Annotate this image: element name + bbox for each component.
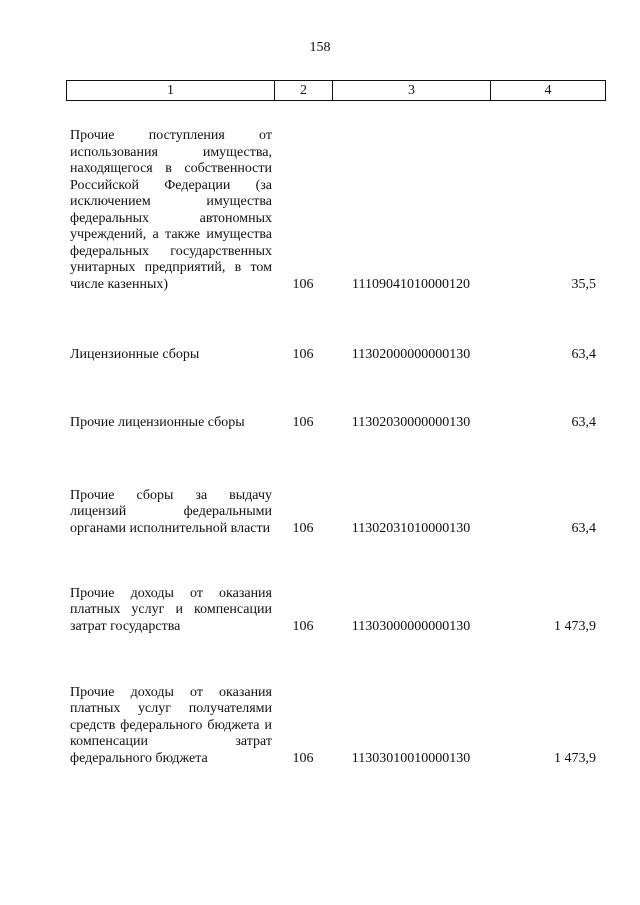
- table-row: [66, 340, 606, 363]
- row-budget-code: 11302000000000130: [351, 346, 471, 362]
- row-name: Прочие лицензионные сборы: [70, 414, 245, 430]
- row-admin-code: 106: [292, 276, 314, 292]
- table-row: [66, 680, 606, 767]
- row-amount: 35,5: [571, 276, 596, 292]
- table-row: [66, 581, 606, 635]
- row-name: Лицензионные сборы: [70, 346, 200, 362]
- column-header-1: 1: [67, 81, 275, 100]
- row-budget-code: 11302030000000130: [351, 414, 471, 430]
- column-header-3: 3: [333, 81, 491, 100]
- row-budget-code: 11303000000000130: [351, 618, 471, 634]
- row-amount: 63,4: [571, 520, 596, 536]
- table-row: [66, 408, 606, 431]
- row-admin-code: 106: [292, 750, 314, 766]
- row-name: Прочие доходы от оказания платных услуг и компенсации затрат государства: [70, 585, 272, 634]
- row-amount: 63,4: [571, 414, 596, 430]
- row-budget-code: 11109041010000120: [352, 276, 470, 292]
- page-number: 158: [309, 40, 331, 55]
- column-header-2: 2: [275, 81, 333, 100]
- row-amount: 1 473,9: [554, 618, 596, 634]
- row-budget-code: 11303010010000130: [351, 750, 471, 766]
- row-admin-code: 106: [292, 346, 314, 362]
- row-name: Прочие доходы от оказания платных услуг получателями средств федерального бюджета и компенсации затрат федерального бюджета: [70, 684, 272, 766]
- row-admin-code: 106: [292, 520, 314, 536]
- row-admin-code: 106: [292, 618, 314, 634]
- row-amount: 1 473,9: [554, 750, 596, 766]
- row-admin-code: 106: [292, 414, 314, 430]
- row-name: Прочие сборы за выдачу лицензий федеральными органами исполнительной власти: [70, 487, 272, 536]
- table-row: [66, 467, 606, 537]
- row-name: Прочие поступления от использования имущества, находящегося в собственности Российской Федерации (за исключением имущества федеральных автономных учреждений, а также имущества федеральных государственных унитарных предприятий, в том числе казенных): [70, 128, 272, 292]
- row-budget-code: 11302031010000130: [351, 520, 471, 536]
- row-amount: 63,4: [571, 346, 596, 362]
- table-column-header: [66, 80, 606, 101]
- table-row: [66, 100, 606, 293]
- column-header-4: 4: [544, 82, 552, 98]
